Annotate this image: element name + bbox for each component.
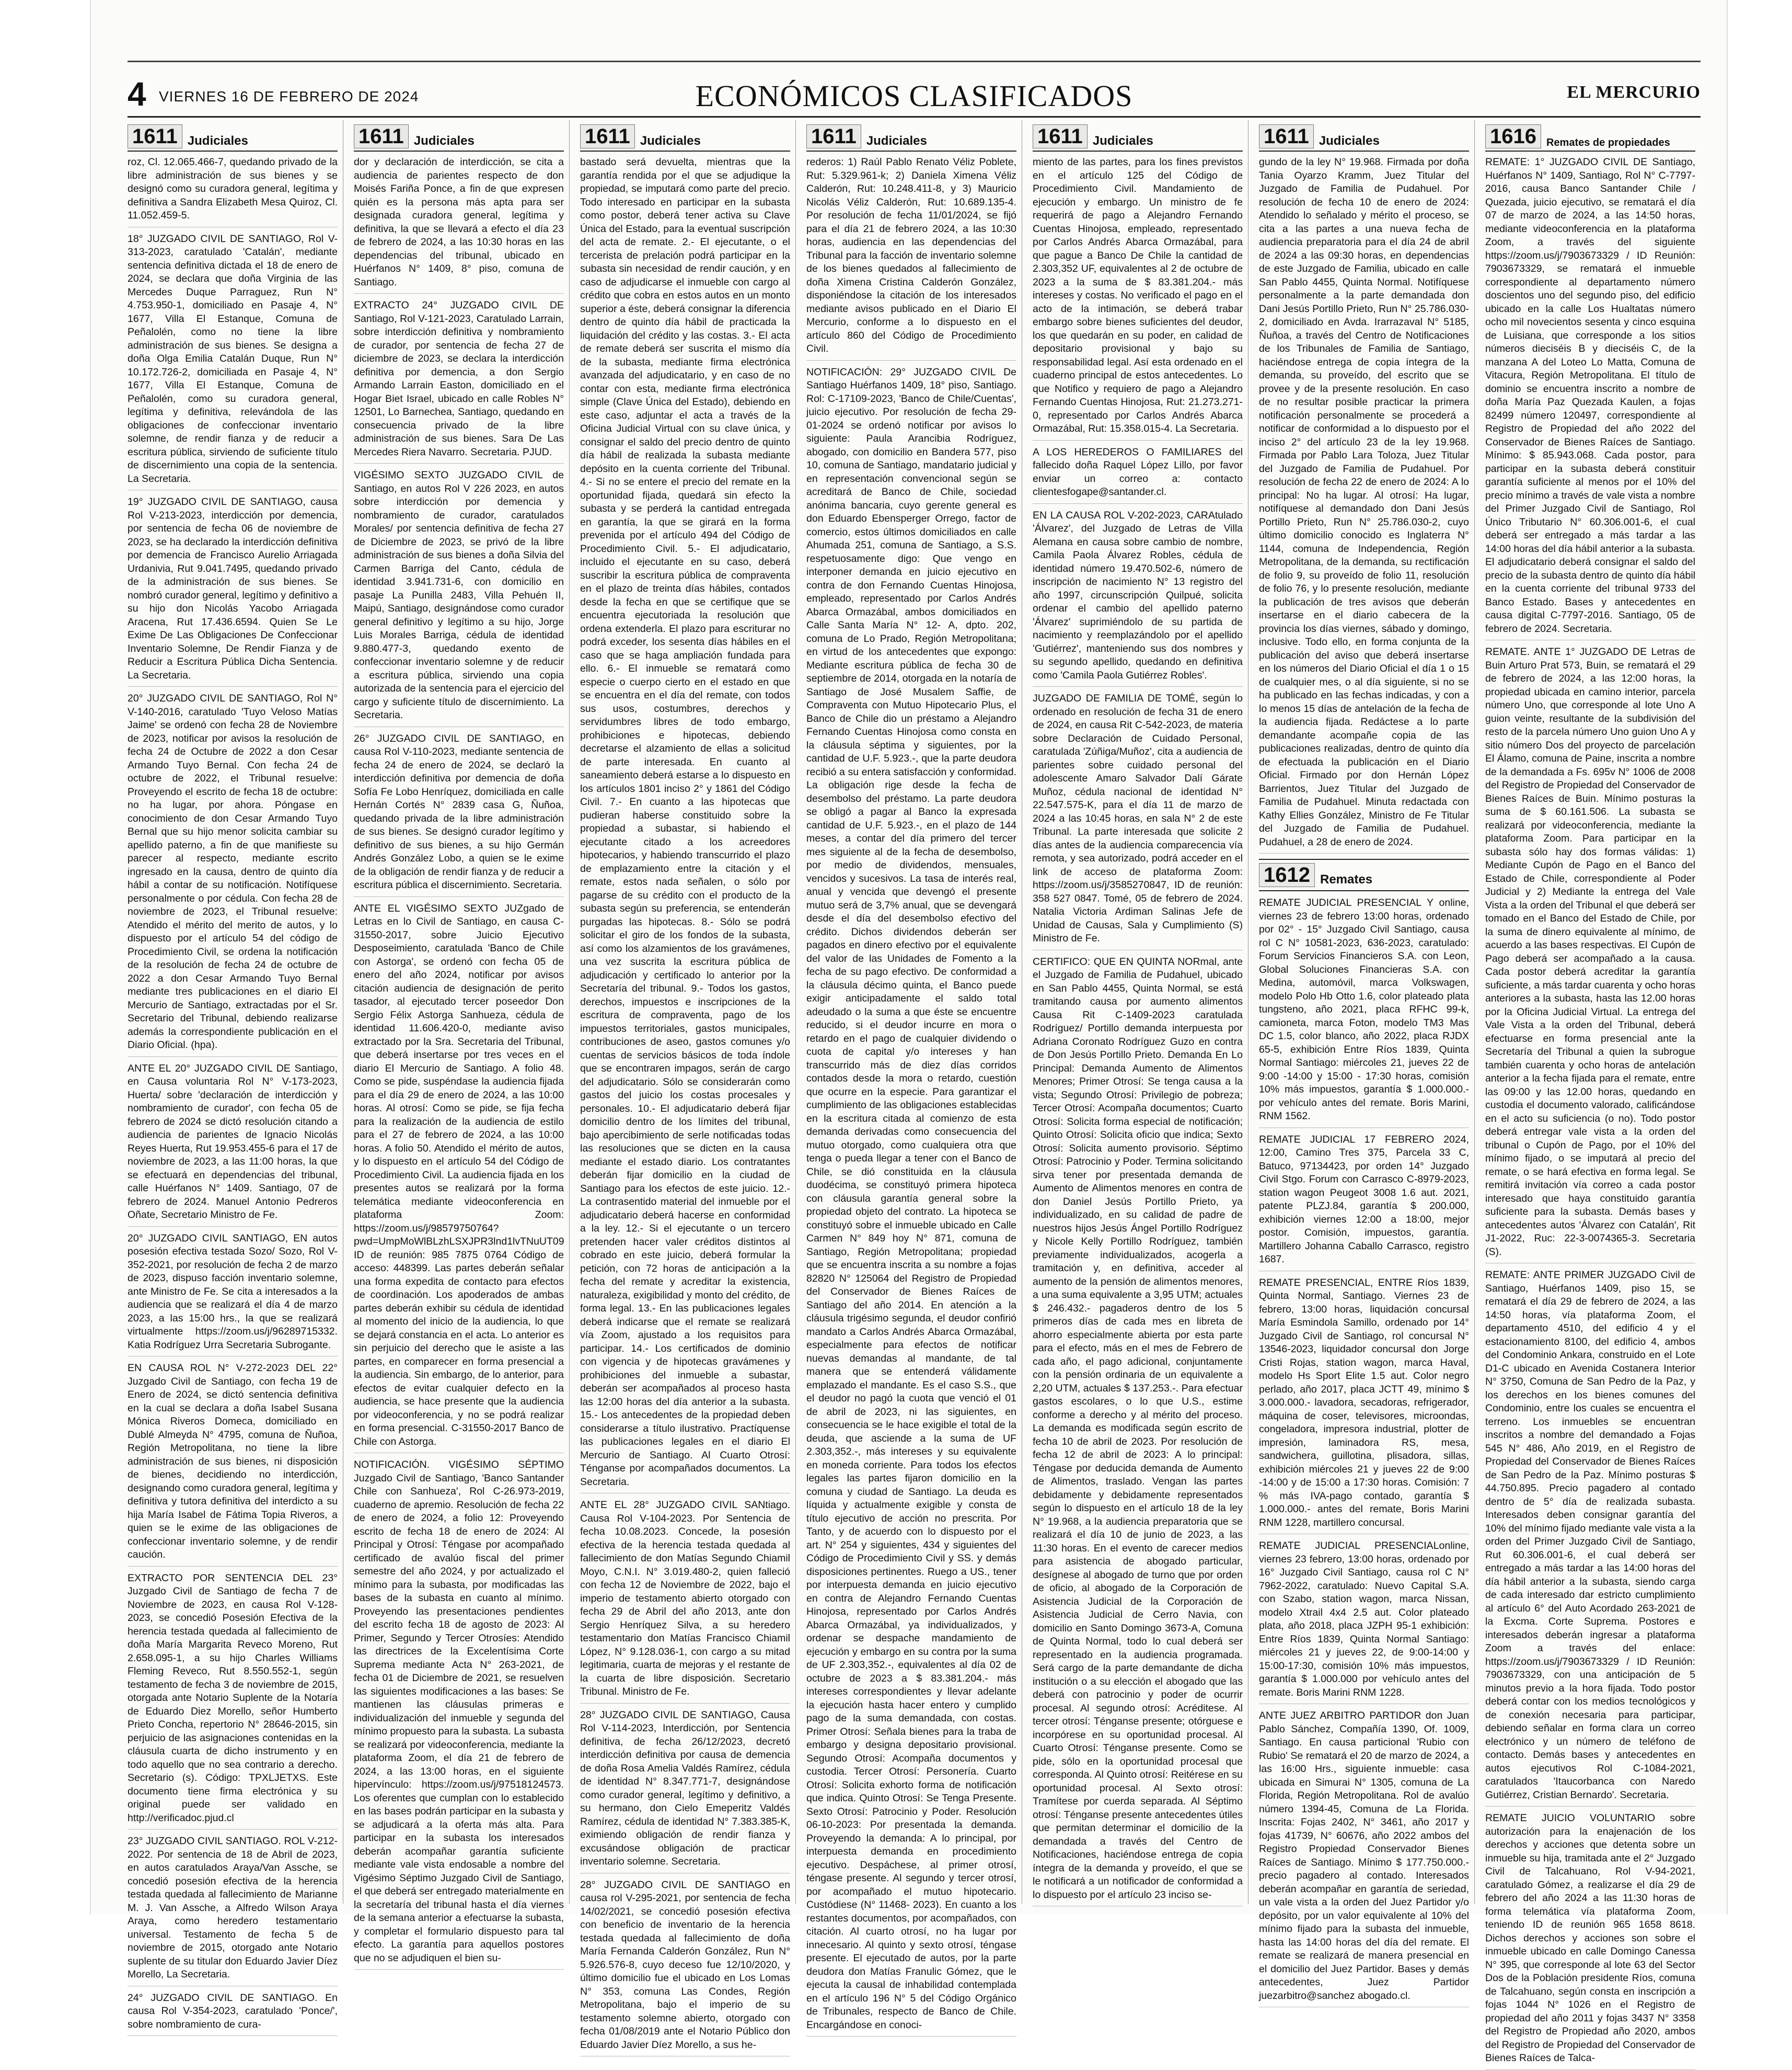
classified-notice: dor y declaración de interdicción, se cita a audiencia de parientes respecto de don Moisés Fariña Ponce, a fin de que expresen quién es la persona más apta para ser designada curadora general, legítima y definitiva, la que se llevará a efecto el día 23 de febrero de 2024, a las 10:30 horas en las dependencias del tribunal, ubicado en Huérfanos N° 1409, 8° piso, comuna de Santiago. bbox=[354, 156, 564, 294]
classified-notice: gundo de la ley N° 19.968. Firmada por doña Tania Oyarzo Kramm, Juez Titular del Juzgado de Familia de Pudahuel. Por resolución de fecha 10 de enero de 2024: Atendido lo señalado y mérito el proceso, se cita a las partes a una nueva fecha de audiencia preparatoria para el día 24 de abril de 2024 a las 09:30 horas, en dependencias de este Juzgado de Familia, ubicado en calle San Pablo 4455, Quinta Normal. Notifíquese personalmente a la parte demandada don Dani Jesús Portillo Prieto, Run N° 25.786.030-2, domiciliado en Avda. Irarrazaval N° 5185, Ñuñoa, a través del Centro de Notificaciones de los Tribunales de Familia de Santiago, haciéndose entrega de copia íntegra de la demanda, su proveído, del escrito que se provee y de la presente resolución. En caso de no resultar posible practicar la primera notificación personalmente se procederá a notificar de conformidad a lo dispuesto por el inciso 2° del artículo 23 de la ley 19.968. Firmada por Pablo Lara Toloza, Juez Titular del Juzgado de Familia de Pudahuel. Por resolución de fecha 22 de enero de 2024: A lo principal: No ha lugar. Al otrosí: Ha lugar, notifíquese al demandado don Dani Jesús Portillo Prieto, Run N° 25.786.030-2, cuyo último domicilio conocido es Inglaterra N° 1144, comuna de Independencia, Región Metropolitana, de la demanda, su rectificación de folio 9, su proveído de folio 11, resolución de folio 76, y lo presente resolución, mediante la publicación de tres avisos que deberán insertarse en el diario cabecera de la provincia los días viernes, sábado y domingo, inclusive. Todo ello, en forma conjunta de la publicación del aviso que deberá insertarse en los números del Diario Oficial el día 1 o 15 de cualquier mes, o al día siguiente, si no se ha publicado en las fechas indicadas, y con a lo menos 15 días de antelación de la fecha de la audiencia fijada. Redáctese a lo parte demandante acompañe copia de las publicaciones realizadas, dentro de quinto día de efectuada la publicación en el Diario Oficial. Firmado por don Hernán López Barrientos, Juez Titular del Juzgado de Familia de Pudahuel. Minuta redactada con Kathy Ellies González, Ministro de Fe Titular del Juzgado de Familia de Pudahuel. Pudahuel, a 28 de enero de 2024. bbox=[1259, 156, 1469, 854]
column-4 bbox=[806, 120, 1022, 2031]
column-body bbox=[354, 156, 564, 1970]
category-label: Judiciales bbox=[640, 134, 701, 148]
column-header bbox=[580, 120, 790, 152]
classified-notice: EXTRACTO 24° JUZGADO CIVIL DE Santiago, Rol V-121-2023, Caratulado Larrain, sobre interdicción definitiva y nombramiento de curador, por sentencia de fecha 27 de diciembre de 2023, se declara la interdicción definitiva por demencia, a don Sergio Armando Larrain Easton, domiciliado en el Hogar Biet Israel, ubicado en calle Robles N° 12501, Lo Barnechea, Santiago, quedando en consecuencia privado de la libre administración de sus bienes. Sara De Las Mercedes Riera Navarro. Secretaria. PJUD. bbox=[354, 299, 564, 464]
column-header bbox=[1485, 120, 1695, 152]
classified-notice: roz, Cl. 12.065.466-7, quedando privado de la libre administración de sus bienes y se designó como su curadora general, legítima y definitiva a Sandra Elizabeth Mesa Quiroz, Cl. 11.052.459-5. bbox=[128, 156, 338, 227]
category-code: 1611 bbox=[354, 124, 409, 148]
column-body bbox=[1033, 156, 1243, 1906]
classified-notice: EXTRACTO POR SENTENCIA DEL 23° Juzgado Civil de Santiago de fecha 7 de Noviembre de 2023, en causa Rol V-128-2023, se concedió Posesión Efectiva de la herencia testada quedada al fallecimiento de doña María Margarita Reveco Moreno, Rut 2.658.095-1, a su hijo Charles Williams Fleming Reveco, Rut 8.550.552-1, según testamento de fecha 3 de noviembre de 2015, otorgada ante Notario Suplente de la Notaría de Eduardo Diez Morello, señor Humberto Prieto Concha, repertorio N° 28646-2015, sin perjuicio de las asignaciones contenidas en la cláusula cuarta de dicho instrumento y en todo aquello que no sea contrario a derecho. Secretario (s). Código: TPXLJETXS. Este documento tiene firma electrónica y su original puede ser validado en http://verificadoc.pjud.cl bbox=[128, 1572, 338, 1830]
classified-notice: EN LA CAUSA ROL V-202-2023, CARAtulado 'Álvarez', del Juzgado de Letras de Villa Alemana en causa sobre cambio de nombre, Camila Paola Álvarez Robles, cédula de identidad número 19.470.502-6, número de inscripción de nacimiento N° 13 registro del año 1997, circunscripción Quilpué, solicita ordenar el cambio del apellido paterno 'Álvarez' suprimiéndolo de su partida de nacimiento y reemplazándolo por el apellido 'Gutiérrez', manteniendo sus dos nombres y su segundo apellido, quedando en definitiva como 'Camila Paola Gutiérrez Robles'. bbox=[1033, 509, 1243, 687]
category-label: Remates bbox=[1320, 872, 1373, 887]
classifieds-columns bbox=[128, 120, 1701, 2064]
column-header bbox=[128, 120, 338, 152]
classified-notice: JUZGADO DE FAMILIA DE TOMÉ, según lo ordenado en resolución de fecha 31 de enero de 2024, en causa Rit C-542-2023, de materia sobre Declaración de Cuidado Personal, caratulada 'Zúñiga/Muñoz', cita a audiencia de parientes sobre cuidado personal del adolescente Amaro Salvador Dalí Gárate Muñoz, cédula nacional de identidad N° 22.547.575-K, para el día 11 de marzo de 2024 a las 10:45 horas, en sala N° 2 de este Tribunal. La parte interesada que solicite 2 días antes de la audiencia comparecencia vía remota, y sea autorizado, podrá acceder en el link de acceso de plataforma Zoom: https://zoom.us/j/3585270847, ID de reunión: 358 527 0847. Tomé, 05 de febrero de 2024. Natalia Victoria Ardiman Salinas Jefe de Unidad de Causas, Sala y Cumplimiento (S) Ministro de Fe. bbox=[1033, 692, 1243, 950]
category-label: Judiciales bbox=[187, 134, 248, 148]
column-body bbox=[1485, 156, 1695, 2070]
classified-notice: miento de las partes, para los fines previstos en el artículo 125 del Código de Procedimiento Civil. Mandamiento de ejecución y embargo. Un ministro de fe requerirá de pago a Alejandro Fernando Cuentas Hinojosa, empleado, representado por Carlos Andrés Abarca Ormazábal, para que pague a Banco De Chile la cantidad de 2.303,352 UF, equivalentes al 2 de octubre de 2023 a la suma de $ 83.381.204.- más intereses y costas. No verificado el pago en el acto de la intimación, se deberá trabar embargo sobre bienes suficientes del deudor, los que quedarán en su poder, en calidad de depositario provisional y bajo su responsabilidad legal. Así esta ordenado en el cuaderno principal de estos antecedentes. Lo que Notifico y requiero de pago a Alejandro Fernando Cuentas Hinojosa, Rut: 21.273.271-0, representado por Carlos Andrés Abarca Ormazábal, Rut: 15.358.015-4. La Secretaria. bbox=[1033, 156, 1243, 441]
classified-notice: NOTIFICACIÓN. VIGÉSIMO SÉPTIMO Juzgado Civil de Santiago, 'Banco Santander Chile con Sanhueza', Rol C-26.973-2019, cuaderno de apremio. Resolución de fecha 22 de enero de 2024, a folio 12: Proveyendo escrito de fecha 18 de enero de 2024: Al Principal y Otrosí: Téngase por acompañado certificado de avalúo fiscal del primer semestre del año 2024, y por actualizado el mínimo para la subasta, por modificadas las bases de la subasta en cuanto al mínimo. Proveyendo las presentaciones pendientes del escrito fecha 18 de agosto de 2023: Al Primer, Segundo y Tercer Otrosíes: Atendido las directrices de la Excelentísima Corte Suprema mediante Acta N° 263-2021, de fecha 01 de Diciembre de 2021, se resuelven las siguientes modificaciones a las bases: Se mantienen las cláusulas primeras e individualización del inmueble y segunda del mínimo propuesto para la subasta. La subasta se realizará por videoconferencia, mediante la plataforma Zoom, el día 21 de febrero de 2024, a las 13:00 horas, en el siguiente hipervínculo: https://zoom.us/j/97518124573. Los oferentes que cumplan con lo establecido en las bases podrán participar en la subasta y se adjudicará a la oferta más alta. Para participar en la subasta los interesados deberán acompañar garantía suficiente mediante vale vista endosable a nombre del Vigésimo Séptimo Juzgado Civil de Santiago, el que deberá ser entregado materialmente en la secretaría del tribunal hasta el día viernes de la semana anterior a efectuarse la subasta, y completar el formulario dispuesto para tal efecto. La garantía para aquellos postores que no se adjudiquen el bien su- bbox=[354, 1458, 564, 1970]
sub-section-body bbox=[1259, 896, 1469, 2007]
column-header bbox=[1259, 120, 1469, 152]
classified-notice: 24° JUZGADO CIVIL DE SANTIAGO. En causa Rol V-354-2023, caratulado 'Ponce/', sobre nombramiento de cura- bbox=[128, 1992, 338, 2037]
category-code: 1612 bbox=[1259, 863, 1315, 887]
classified-notice: REMATE JUDICIAL PRESENCIAL Y online, viernes 23 de febrero 13:00 horas, ordenado por 02° - 15° Juzgado Civil Santiago, causa rol C N° 10581-2023, 636-2023, caratulado: Forum Servicios Financieros S.A. con Leon, Global Soluciones Financieras S.A. con Medina, automóvil, marca Volkswagen, modelo Polo Hb Otto 1.6, color plateado plata tungsteno, año 2021, placa RFHC 99-k, camioneta, marca Foton, modelo TM3 Mas DC 1.5, color blanco, año 2022, placa RJDX 65-5, exhibición Entre Ríos 1839, Quinta Normal Santiago: miércoles 21, jueves 22 de 9:00 -14:00 y 15:00 - 17:30 horas, comisión 10% más impuestos, garantía $ 1.000.000.- por vehículo antes del remate. Boris Marini, RNM 1562. bbox=[1259, 896, 1469, 1128]
category-label: Judiciales bbox=[1319, 134, 1380, 148]
classified-notice: bastado será devuelta, mientras que la garantía rendida por el que se adjudique la propiedad, se imputará como parte del precio. Todo interesado en participar en la subasta como postor, deberá tener activa su Clave Única del Estado, para la eventual suscripción del acta de remate. 2.- El ejecutante, o el tercerista de prelación podrá participar en la subasta sin necesidad de rendir caución, y en caso de adjudicarse el inmueble con cargo al crédito que cobra en estos autos en un monto superior a éste, deberá consignar la diferencia dentro de quinto día hábil de practicada la liquidación del crédito y las costas. 3.- El acta de remate deberá ser suscrita el mismo día de la subasta, mediante firma electrónica avanzada del adjudicatario, y en caso de no contar con esta, mediante firma electrónica simple (Clave Única del Estado), debiendo en este caso, adjuntar el acta a través de la Oficina Judicial Virtual con su clave única, y consignar el saldo del precio dentro de quinto día hábil de realizada la subasta mediante depósito en la cuenta corriente del Tribunal. 4.- Si no se entere el precio del remate en la oportunidad fijada, quedará sin efecto la subasta y se perderá la cantidad entregada en garantía, la que se girará en la forma prevenida por el artículo 494 del Código de Procedimiento Civil. 5.- El adjudicatario, incluido el ejecutante en su caso, deberá suscribir la escritura pública de compraventa en el plazo de treinta días hábiles, contados desde la fecha en que se certifique que se encuentra ejecutoriada la resolución que ordena extenderla. El plazo para escriturar no podrá exceder, los sesenta días hábiles en el caso que se haga ampliación fundada para ello. 6.- El inmueble se rematará como especie o cuerpo cierto en el estado en que se encuentra en el día del remate, con todos sus usos, costumbres, derechos y servidumbres libres de todo embargo, prohibiciones e hipotecas, debiendo decretarse el alzamiento de ellas a solicitud de parte interesada. En cuanto al saneamiento deberá estarse a lo dispuesto en los artículos 1801 inciso 2° y 1861 del Código Civil. 7.- En cuanto a las hipotecas que pudieran haberse constituido sobre la propiedad a subastar, si habiendo el ejecutante citado a los acreedores hipotecarios, y habiendo transcurrido el plazo de emplazamiento entre la citación y el remate, estos nada señalen, o sólo por pagarse de su crédito con el producto de la subasta según su preferencia, se entenderán purgadas las hipotecas. 8.- Sólo se podrá solicitar el giro de los fondos de la subasta, así como los alzamientos de los gravámenes, una vez suscrita la escritura pública de adjudicación y certificado lo anterior por la Secretaría del tribunal. 9.- Todos los gastos, derechos, impuestos e inscripciones de la escritura de compraventa, pago de los impuestos territoriales, gastos municipales, contribuciones de aseo, gastos comunes y/o cuentas de servicios básicos de toda índole que se encontraren impagos, serán de cargo del adjudicatario. Sólo se considerarán como gastos del juicio los costas procesales y personales. 10.- El adjudicatario deberá fijar domicilio dentro de los límites del tribunal, bajo apercibimiento de serle notificadas todas las resoluciones que se dicten en la causa mediante el estado diario. Los contratantes deberán fijar domicilio en la ciudad de Santiago para los efectos de este juicio. 12.- La contrasentido material del inmueble por el adjudicatario deberá hacerse en conformidad a la ley. 12.- Si el ejecutante o un tercero pretenden hacer valer créditos distintos al cobrado en este juicio, deberá formular la petición, con 72 horas de anticipación a la fecha del remate y acreditar la existencia, naturaleza, exigibilidad y monto del crédito, de forma legal. 13.- En las publicaciones legales deberá indicarse que el remate se realizará vía Zoom, ajustado a los requisitos para participar. 14.- Los certificados de dominio con vigencia y de hipotecas gravámenes y prohibiciones del inmueble a subastar, deberán ser acompañados al proceso hasta las 12:00 horas del día anterior a la subasta. 15.- Los antecedentes de la propiedad deben considerarse a título ilustrativo. Practíquense las publicaciones legales en el diario El Mercurio de Santiago. Al Cuarto Otrosí: Ténganse por acompañados documentos. La Secretaria. bbox=[580, 156, 790, 1493]
page-number: 4 bbox=[128, 75, 146, 113]
classified-notice: ANTE EL 28° JUZGADO CIVIL SANtiago. Causa Rol V-104-2023. Por Sentencia de fecha 10.08.2023. Concede, la posesión efectiva de la herencia testada quedada al fallecimiento de don Matías Segundo Chiamil Moyo, C.N.I. N° 3.019.480-2, quien falleció con fecha 12 de Noviembre de 2022, bajo el imperio de testamento abierto otorgado con fecha 29 de Abril del año 2013, ante don Sergio Henríquez Silva, a su heredero testamentario don Matías Francisco Chiamil López, N° 9.128.036-1, con cargo a su mitad legitimaria, cuarta de mejoras y el restante de la cuarta de libre disposición. Secretario Tribunal. Ministro de Fe. bbox=[580, 1499, 790, 1704]
classified-notice: CERTIFICO: QUE EN QUINTA NORmal, ante el Juzgado de Familia de Pudahuel, ubicado en San Pablo 4455, Quinta Normal, se está tramitando causa por aumento alimentos Causa Rit C-1409-2023 caratulada Rodríguez/ Portillo demanda interpuesta por Adriana Coronato Rodríguez Guzo en contra de Don Jesús Portillo Prieto. Demanda En Lo Principal: Demanda Aumento de Alimentos Menores; Primer Otrosí: Se tenga causa a la vista; Segundo Otrosí: Privilegio de pobreza; Tercer Otrosí: Acompaña documentos; Cuarto Otrosí: Solicita forma especial de notificación; Quinto Otrosí: Solicita oficio que indica; Sexto Otrosí: Solicita aumento provisorio. Séptimo Otrosí: Patrocinio y Poder. Termina solicitando sirva tener por presentada demanda de Aumento de Alimentos menores en contra de don Daniel Jesús Portillo Prieto, ya individualizado, en su calidad de padre de nuestros hijos Jesús Ángel Portillo Rodríguez y Nicole Kelly Portillo Rodríguez, también previamente individualizados, acogerla a tramitación y, en definitiva, acceder al aumento de la pensión de alimentos menores, a una suma equivalente a 3,95 UTM; actuales $ 246.432.- pagaderos dentro de los 5 primeros días de cada mes en libreta de ahorro especialmente abierta por esta parte para el efecto, más en el mes de Febrero de cada año, el pago adicional, conjuntamente con la pensión ordinaria de un equivalente a 2,20 UTM, actuales $ 137.253.-. Para efectuar gastos escolares, o lo que U.S., estime conforme a derecho y al mérito del proceso. La demanda es modificada según escrito de fecha 10 de abril de 2023. Por resolución de fecha 12 de abril de 2023: A lo principal: Téngase por deducida demanda de Aumento de Alimentos, traslado. Vengan las partes debidamente y debidamente representados según lo dispuesto en el artículo 18 de la ley N° 19.968, a la audiencia preparatoria que se realizará el día 10 de junio de 2023, a las 11:30 horas. En el evento de carecer medios para asistencia de abogado particular, desígnese al abogado de turno que por orden de oficio, al abogado de la Corporación de Asistencia Judicial de la Corporación de Asistencia Judicial de Cerro Navia, con domicilio en Santo Domingo 3673-A, Comuna de Quinta Normal, todo lo cual deberá ser representado en la audiencia programada. Será cargo de la parte demandante de dicha institución o a su elección el abogado que las deberá con patrocinio y poder de ocurrir procesal. Al segundo otrosí: Acréditese. Al tercer otrosí: Ténganse presente; otórguese e incorpórese en su oportunidad procesal. Al Cuarto Otrosí: Ténganse presente. Como se pide, sólo en la oportunidad procesal que corresponda. Al Quinto otrosí: Reitérese en su oportunidad procesal. Al Sexto otrosí: Tramítese por cuerda separada. Al Séptimo otrosí: Ténganse presente antecedentes útiles que permitan determinar el domicilio de la demandada a través del Centro de Notificaciones, haciéndose entrega de copia íntegra de la demanda y proveído, el que se le notificará a un notificador de conformidad a lo dispuesto por el artículo 23 inciso se- bbox=[1033, 956, 1243, 1907]
category-code: 1611 bbox=[1033, 124, 1088, 148]
category-label: Judiciales bbox=[413, 134, 475, 148]
classified-notice: REMATE. ANTE 1° JUZGADO DE Letras de Buin Arturo Prat 573, Buin, se rematará el 29 de febrero de 2024, a las 12:00 horas, la propiedad ubicada en camino interior, parcela número Uno, que corresponde al lote Uno A guion veinte, resultante de la subdivisión del resto de la parcela número Uno guion Uno A y sitio número Dos del proyecto de parcelación El Álamo, comuna de Paine, inscrita a nombre de la demandada a Fs. 695v N° 1006 de 2008 del Registro de Propiedad del Conservador de Bienes Raíces de Buin. Mínimo posturas la suma de $ 60.161.506. La subasta se realizará por videoconferencia, mediante la plataforma Zoom. Para participar en la subasta sólo hay dos formas válidas: 1) Mediante Cupón de Pago en el Banco del Estado de Chile, correspondiente al Poder Judicial y 2) Mediante la entrega del Vale Vista a la orden del Tribunal el que deberá ser tomado en el Banco del Estado de Chile, por la suma de dinero equivalente al mínimo, de acuerdo a las bases respectivas. El Cupón de Pago deberá ser acompañado a la causa. Cada postor deberá acreditar la garantía suficiente, a más tardar cuarenta y ocho horas anteriores a la subasta, hasta las 12.00 horas por la Oficina Judicial Virtual. La entrega del Vale Vista a la orden del Tribunal, deberá efectuarse en forma presencial ante la Secretaría del Tribunal a quien la subrogue también cuarenta y ocho horas de antelación anterior a la fecha fijada para el remate, entre las 09:00 y las 12.00 horas, quedando en custodia el documento valorado, calificándose en el acto su suficiencia (o no). Todo postor deberá entregar vale vista a la orden del tribunal o Cupón de Pago, por el 10% del mínimo fijado, o se imputará al precio del remate, o se hará efectiva en forma legal. Se remitirá invitación vía correo a cada postor interesado que haya constituido garantía suficiente para la subasta. Demás bases y antecedentes autos 'Álvarez con Catalán', Rit J1-2022, Ruc: 22-3-0074365-3. Secretaria (S). bbox=[1485, 646, 1695, 1263]
classified-notice: REMATE: ANTE PRIMER JUZGADO Civil de Santiago, Huérfanos 1409, piso 15, se rematará el día 29 de febrero de 2024, a las 14:50 horas, vía plataforma Zoom, el departamento 4510, del edificio 4 y el estacionamiento 8100, del edificio 4, ambos del Condominio Ankara, construido en el Lote D1-C ubicado en Avenida Costanera Interior N° 3750, Comuna de San Pedro de la Paz, y los derechos en los bienes comunes del Condominio, entre los cuales se encuentra el terreno. Los inmuebles se encuentran inscritos a nombre del demandado a Fojas 545 N° 486, Año 2019, en el Registro de Propiedad del Conservador de Bienes Raíces de San Pedro de la Paz. Mínimo posturas $ 44.750.895. Precio pagadero al contado dentro de 5° día de realizada subasta. Interesados deben consignar garantía del 10% del mínimo fijado mediante vale vista a la orden del Primer Juzgado Civil de Santiago, Rut 60.306.001-6, el cual deberá ser entregado a más tardar a las 14:00 horas del día hábil anterior a la subasta, siendo carga de cada interesado dar estricto cumplimiento al artículo 6° del Auto Acordado 263-2021 de la Excma. Corte Suprema. Postores e interesados deberán ingresar a plataforma Zoom a través del enlace: https://zoom.us/j/7903673329 / ID Reunión: 7903673329, con una anticipación de 5 minutos previo a la hora fijada. Todo postor deberá contar con los medios tecnológicos y de conexión necesaria para participar, debiendo señalar en forma clara un correo electrónico y un número de teléfono de contacto. Demás bases y antecedentes en autos ejecutivos Rol C-1084-2021, caratulados 'Itaucorbanca con Naredo Gutiérrez, Cristian Bernardo'. Secretaria. bbox=[1485, 1269, 1695, 1807]
category-label: Judiciales bbox=[866, 134, 927, 148]
newspaper-page bbox=[90, 0, 1728, 2064]
column-header bbox=[806, 120, 1016, 152]
column-3 bbox=[580, 120, 796, 2051]
classified-notice: REMATE JUICIO VOLUNTARIO sobre autorización para la enajenación de los derechos y acciones que detenta sobre un inmueble su hija, tramitada ante el 2° Juzgado Civil de Talcahuano, Rol V-94-2021, caratulado Gómez, a realizarse el día 29 de febrero del año 2024 a las 11:30 horas de forma telemática vía plataforma Zoom, teniendo ID de reunión 965 1658 8618. Dichos derechos y acciones son sobre el inmueble ubicado en calle Domingo Canessa N° 395, que corresponde al lote 63 del Sector Dos de la Población presidente Ríos, comuna de Talcahuano, según consta en inscripción a fojas 1044 N° 1026 en el Registro de propiedad del año 2011 y fojas 3437 N° 3358 del Registro de Propiedad año 2020, ambos del Registro de Propiedad del Conservador de Bienes Raíces de Talca- bbox=[1485, 1812, 1695, 2070]
classified-notice: REMATE JUDICIAL PRESENCIALonline, viernes 23 febrero, 13:00 horas, ordenado por 16° Juzgado Civil Santiago, causa rol C N° 7962-2022, caratulado: Nuevo Capital S.A. con Szabo, station wagon, marca Nissan, modelo Xtrail 4x4 2.5 aut. Color plateado plata, año 2018, placa JZPH 95-1 exhibición: Entre Ríos 1839, Quinta Normal Santiago: miércoles 21 y jueves 22, de 9:00-14:00 y 15:00-17:30, comisión 10% más impuestos, garantía $ 1.000.000 por vehículo antes del remate. Boris Marini RNM 1228. bbox=[1259, 1539, 1469, 1704]
classified-notice: 28° JUZGADO CIVIL DE SANTIAGO en causa rol V-295-2021, por sentencia de fecha 14/02/2021, se concedió posesión efectiva con beneficio de inventario de la herencia testada quedada al fallecimiento de doña María Fernanda Calderón González, Run N° 5.926.576-8, cuyo deceso fue 12/10/2020, y último domicilio fue el ubicado en Los Lomas N° 353, comuna Las Condes, Región Metropolitana, bajo el imperio de su testamento solemne abierto, otorgado con fecha 01/08/2019 ante el Notario Público don Eduardo Javier Díez Morello, a sus he- bbox=[580, 1879, 790, 2057]
classified-notice: ANTE JUEZ ARBITRO PARTIDOR don Juan Pablo Sánchez, Compañía 1390, Of. 1009, Santiago. En causa particional 'Rubio con Rubio' Se rematará el 20 de marzo de 2024, a las 16:00 Hrs., siguiente inmueble: casa ubicada en Simurai N° 1305, comuna de La Florida, Región Metropolitana. Rol de avalúo número 1394-45, Comuna de La Florida. Inscrita: Fojas 2402, N° 3461, año 2017 y fojas 41739, N° 60676, año 2022 ambos del Registro Propiedad Conservador Bienes Raíces de Santiago. Mínimo $ 177.750.000.- precio pagadero al contado. Interesados deberán acompañar en garantía de seriedad, un vale vista a la orden del Juez Partidor y/o depósito, por un valor equivalente al 10% del mínimo fijado para la subasta del inmueble, hasta las 14:00 horas del día del remate. El remate se realizará de manera presencial en el domicilio del Juez Partidor. Bases y demás antecedentes, Juez Partidor juezarbitro@sanchez abogado.cl. bbox=[1259, 1709, 1469, 2007]
category-label: Judiciales bbox=[1092, 134, 1153, 148]
classified-notice: A LOS HEREDEROS O FAMILIARES del fallecido doña Raquel López Lillo, por favor enviar un correo a: contacto clientesfogape@santander.cl. bbox=[1033, 446, 1243, 504]
classified-notice: 28° JUZGADO CIVIL DE SANTIAGO, Causa Rol V-114-2023, Interdicción, por Sentencia definitiva, de fecha 26/12/2023, decretó interdicción definitiva por causa de demencia de doña Rosa Amelia Valdés Ramírez, cédula de identidad N° 8.347.771-7, designándose como curador general, legítimo y definitivo, a su hermano, don Cielo Emeperitz Valdés Ramírez, cédula de identidad N° 7.383.385-K, eximiendo obligación de rendir fianza y excusándose obligación de practicar inventario solemne. Secretaria. bbox=[580, 1709, 790, 1873]
classified-notice: EN CAUSA ROL N° V-272-2023 DEL 22° Juzgado Civil de Santiago, con fecha 19 de Enero de 2024, se dictó sentencia definitiva en la cual se declara a doña Isabel Susana Mónica Riveros Domeca, domiciliado en Dublé Almeyda N° 4795, comuna de Ñuñoa, Región Metropolitana, no tiene la libre administración de sus bienes, ni disposición de bienes, decidiendo no interdicción, designando como curadora general, legítima y definitiva y tutora definitiva del interdicto a su hija María Isabel de Fátima Topia Riveros, a quien se le exime de las obligaciones de confeccionar inventario solemne, y de rendir caución. bbox=[128, 1362, 338, 1567]
column-body bbox=[128, 156, 338, 2036]
sub-section-header bbox=[1259, 859, 1469, 891]
column-body bbox=[1259, 156, 1469, 854]
top-rule bbox=[128, 61, 1701, 62]
classified-notice: rederos: 1) Raúl Pablo Renato Véliz Poblete, Rut: 5.329.961-k; 2) Daniela Ximena Véliz Calderón, Rut: 10.248.411-8, y 3) Mauricio Nicolás Véliz Calderón, Rut: 10.689.135-4. Por resolución de fecha 11/01/2024, se fijó para el día 21 de febrero 2024, a las 10:30 horas, audiencia en las dependencias del Tribunal para la facción de inventario solemne de los bienes quedados al fallecimiento de doña Ximena Cristina Calderón González, disponiéndose la citación de los interesados mediante avisos publicado en el Diario El Mercurio, conforme a lo dispuesto en el artículo 860 del Código de Procedimiento Civil. bbox=[806, 156, 1016, 361]
classified-notice: ANTE EL VIGÉSIMO SEXTO JUZgado de Letras en lo Civil de Santiago, en causa C-31550-2017, sobre Juicio Ejecutivo Desposeimiento, caratulada 'Banco de Chile con Astorga', se ordenó con fecha 05 de enero del año 2024, notificar por avisos citación audiencia de designación de perito tasador, al ejecutado tercer poseedor Don Sergio Félix Astorga Sanhueza, cédula de identidad 11.606.420-0, mediante aviso extractado por la Sra. Secretaria del Tribunal, que deberá insertarse por tres veces en el diario El Mercurio de Santiago. A folio 48. Como se pide, suspéndase la audiencia fijada para el día 29 de enero de 2024, a las 10:00 horas. Al otrosí: Como se pide, se fija fecha para la realización de la audiencia de estilo para el 27 de febrero de 2024, a las 10:00 horas. A folio 50. Atendido el mérito de autos, y lo dispuesto en el artículo 54 del Código de Procedimiento Civil. La audiencia fijada en los presentes autos se realizará por la forma telemática mediante videoconferencia en plataforma Zoom: https://zoom.us/j/98579750764?pwd=UmpMoWlBLzhLSXJPR3lnd1lvTNuUT09 ID de reunión: 985 7875 0764 Código de acceso: 448399. Las partes deberán señalar una forma expedita de contacto para efectos de coordinación. Los apoderados de ambas partes deberán exhibir su cédula de identidad al momento del inicio de la audiencia, lo que se dejará constancia en el acta. Lo anterior es sin perjuicio del derecho que le asiste a las partes, en comparecer en forma presencial a la audiencia. Sin embargo, de lo anterior, para efectos de evitar cualquier defecto en la audiencia, se hace presente que la audiencia por videoconferencia, y no se podrá realizar en forma presencial. C-31550-2017 Banco de Chile con Astorga. bbox=[354, 902, 564, 1454]
classified-notice: REMATE PRESENCIAL, ENTRE Ríos 1839, Quinta Normal, Santiago. Viernes 23 de febrero, 13:00 horas, liquidación concursal María Esmindola Samillo, ordenado por 14° Juzgado Civil de Santiago, rol concursal N° 13546-2023, liquidador concursal don Jorge Cristi Rojas, station wagon, marca Haval, modelo Hs Sport Elite 1.5 aut. Color negro perlado, año 2017, placa JCTT 49, mínimo $ 3.000.000.- lavadora, secadoras, refrigerador, máquina de coser, televisores, microondas, congeladora, impresora industrial, plotter de impresión, laminadora RS, mesa, sandwichera, guillotina, plisadora, sillas, exhibición miércoles 21 y jueves 22 de 9:00 -14:00 y de 15:00 a 17:30 horas. Comisión: 7 % más IVA-pago contado, garantía $ 1.000.000.- antes del remate, Boris Marini RNM 1228, martillero concursal. bbox=[1259, 1276, 1469, 1535]
column-header bbox=[1033, 120, 1243, 152]
classified-notice: NOTIFICACIÓN: 29° JUZGADO CIVIL De Santiago Huérfanos 1409, 18° piso, Santiago. Rol: C-17109-2023, 'Banco de Chile/Cuentas', juicio ejecutivo. Por resolución de fecha 29-01-2024 se ordenó notificar por avisos lo siguiente: Paula Arancibia Rodríguez, abogado, con domicilio en Bandera 577, piso 10, comuna de Santiago, mandatario judicial y en representación convencional según se acreditará de Banco de Chile, sociedad anónima bancaria, cuyo gerente general es don Eduardo Ebensperger Orrego, factor de comercio, estos últimos domiciliados en calle Ahumada 251, comuna de Santiago, a S.S. respetuosamente digo: Que vengo en interponer demanda en juicio ejecutivo en contra de don Fernando Cuentas Hinojosa, empleado, representado por Carlos Andrés Abarca Ormazábal, ambos domiciliados en Calle Santa María N° 12- A, dpto. 202, comuna de Lo Prado, Región Metropolitana; en virtud de los antecedentes que expongo: Mediante escritura pública de fecha 30 de septiembre de 2014, otorgada en la notaría de Santiago de José Musalem Saffie, de Compraventa con Mutuo Hipotecario Plus, el Banco de Chile dio un préstamo a Alejandro Fernando Cuentas Hinojosa como consta en la cláusula séptima y siguientes, por la cantidad de U.F. 5.923.-, que la parte deudora recibió a su entera satisfacción y conformidad. La obligación rige desde la fecha de desembolso del préstamo. La parte deudora se obligó a pagar al Banco la expresada cantidad de U.F. 5.923.-, en el plazo de 144 meses, a contar del día primero del tercer mes siguiente al de la fecha de desembolso, por medio de dividendos, mensuales, vencidos y sucesivos. La tasa de interés real, anual y vencida que devengó el presente mutuo será de 3,7% anual, que se devengará desde el día del desembolso efectivo del crédito. Dichos dividendos deberán ser pagados en dinero efectivo por el equivalente del valor de las Unidades de Fomento a la fecha de su pago efectivo. De conformidad a la cláusula décimo quinta, el Banco puede exigir anticipadamente el saldo total adeudado o la suma a que éste se encuentre reducido, si el deudor incurre en mora o retardo en el pago de cualquier dividendo o cuota de capital y/o intereses y han transcurrido más de diez días corridos contados desde la mora o retardo, cuestión que ocurre en la especie. Para garantizar el cumplimiento de las obligaciones establecidas en la escritura citada al comienzo de esta demanda derivadas como consecuencia del mutuo otorgado, como cualquiera otra que tenga o pueda llegar a tener con el Banco de Chile, se dió constituida en la cláusula duodécima, se constituyó primera hipoteca con cláusula garantía general sobre la propiedad objeto del contrato. La hipoteca se constituyó sobre el inmueble ubicado en Calle Carmen N° 849 hoy N° 871, comuna de Santiago, Región Metropolitana; propiedad que se encuentra inscrita a su nombre a fojas 82820 N° 125064 del Registro de Propiedad del Conservador de Bienes Raíces de Santiago del año 2014. En atención a la cláusula trigésimo segunda, el deudor confirió mandato a Carlos Andrés Abarca Ormazábal, especialmente para efectos de notificar nuevas demandas al mandante, de tal manera que se entenderá válidamente emplazado el mandante. Es el caso S.S., que el deudor no pagó la cuota que venció el 01 de abril de 2023, ni las siguientes, en consecuencia se le hace exigible el total de la deuda, que asciende a la suma de UF 2.303,352.-, más intereses y su equivalente en moneda corriente. Para todos los efectos legales las partes fijaron domicilio en la comuna y ciudad de Santiago. La deuda es líquida y actualmente exigible y consta de título ejecutivo de acción no prescrita. Por Tanto, y de acuerdo con lo dispuesto por el art. N° 254 y siguientes, 434 y siguientes del Código de Procedimiento Civil y SS. y demás disposiciones pertinentes. Ruego a US., tener por interpuesta demanda en juicio ejecutivo en contra de Alejandro Fernando Cuentas Hinojosa, representado por Carlos Andrés Abarca Ormazábal, ya individualizados, y ordenar se despache mandamiento de ejecución y embargo en su contra por la suma de UF 2.303,352.-, equivalentes al día 02 de octubre de 2023 a $ 83.381.204.- más intereses correspondientes y llevar adelante la ejecución hasta hacer entero y cumplido pago de la suma demandada, con costas. Primer Otrosí: Señala bienes para la traba de embargo y designa depositario provisional. Segundo Otrosí: Acompaña documentos y custodia. Tercer Otrosí: Personería. Cuarto Otrosí: Solicita exhorto forma de notificación que indica. Quinto Otrosí: Se Tenga Presente. Sexto Otrosí: Patrocinio y Poder. Resolución 06-10-2023: Por presentada la demanda. Proveyendo la demanda: A lo principal, por interpuesta demanda en procedimiento ejecutivo. Despáchese, al primer otrosí, téngase presente. Al segundo y tercer otrosí, por acompañado el mutuo hipotecario. Custódiese (N° 11468- 2023). En cuanto a los restantes documentos, por acompañados, con citación. Al cuarto otrosí, no ha lugar por innecesario. Al quinto y sexto otrosí, téngase presente. El ejecutado de autos, por la parte deudora don Matías Franulic Gómez, que le ejecuta la causal de inhabilidad contemplada en el artículo 196 N° 5 del Código Orgánico de Tribunales, respecto de Banco de Chile. Encargándose en conoci- bbox=[806, 366, 1016, 2037]
classified-notice: ANTE EL 20° JUZGADO CIVIL DE Santiago, en Causa voluntaria Rol N° V-173-2023, Huerta/ sobre 'declaración de interdicción y nombramiento de curador', con fecha 05 de febrero de 2024 se dictó resolución citando a audiencia de parientes de Ignacio Nicolás Reyes Huerta, Rut 19.953.455-6 para el 17 de noviembre de 2023, a las 11:00 horas, la que se efectuará en dependencias del tribunal, calle Huérfanos N° 1409. Santiago, 07 de febrero de 2024. Manuel Antonio Pedreros Oñate, Secretario Ministro de Fe. bbox=[128, 1062, 338, 1227]
column-2 bbox=[354, 120, 570, 1964]
column-header bbox=[354, 120, 564, 152]
column-body bbox=[580, 156, 790, 2056]
header-rule bbox=[128, 116, 1701, 118]
section-title: ECONÓMICOS CLASIFICADOS bbox=[695, 79, 1133, 113]
column-7 bbox=[1485, 120, 1701, 2064]
category-code: 1611 bbox=[1259, 124, 1314, 148]
classified-notice: 23° JUZGADO CIVIL SANTIAGO. ROL V-212-2022. Por sentencia de 18 de Abril de 2023, en autos caratulados Araya/Van Assche, se concedió posesión efectiva de la herencia testada quedada al fallecimiento de Marianne M. J. Van Assche, a Alfredo Wilson Araya Araya, como heredero testamentario universal. Testamento de fecha 5 de noviembre de 2015, otorgado ante Notario suplente de su titular don Eduardo Javier Díez Morello, La Secretaria. bbox=[128, 1835, 338, 1986]
category-code: 1611 bbox=[128, 124, 182, 148]
column-6 bbox=[1259, 120, 1475, 2002]
classified-notice: 20° JUZGADO CIVIL DE SANTIAGO, Rol N° V-140-2016, caratulado 'Tuyo Veloso Matías Jaime' se ordenó con fecha 28 de Noviembre de 2023, notificar por avisos la resolución de fecha 24 de Octubre de 2022 a don Cesar Armando Tuyo Bernal. Con fecha 24 de octubre de 2022, el Tribunal resuelve: Proveyendo el escrito de fecha 18 de octubre: no ha lugar, por ahora. Póngase en conocimiento de don Cesar Armando Tuyo Bernal que su hijo menor solicita cambiar su apellido paterno, a fin de que manifieste su parecer al respecto, mediante escrito ingresado en la causa, dentro de quinto día hábil a contar de su notificación. Notifíquese personalmente o por cédula. Con fecha 28 de noviembre de 2023, el Tribunal resuelve: Atendido el mérito del merito de autos, y lo dispuesto por el artículo 54 del código de Procedimiento Civil, se ordena la notificación de la resolución de fecha 24 de octubre de 2022 a don Cesar Armando Tuyo Bernal mediante tres publicaciones en el diario El Mercurio de Santiago, extractadas por el Sr. Secretario del Tribunal, debiendo realizarse además la correspondiente publicación en el Diario Oficial. (hpa). bbox=[128, 692, 338, 1057]
newspaper-brand: EL MERCURIO bbox=[1567, 83, 1701, 102]
page-date: VIERNES 16 DE FEBRERO DE 2024 bbox=[159, 88, 419, 105]
column-5 bbox=[1033, 120, 1248, 1904]
page-header bbox=[128, 73, 1701, 120]
classified-notice: 20° JUZGADO CIVIL SANTIAGO, EN autos posesión efectiva testada Sozo/ Sozo, Rol V-352-2021, por resolución de fecha 2 de marzo de 2023, dispuso facción inventario solemne, ante Ministro de Fe. Se cita a interesados a la audiencia que se realizará el día 4 de marzo 2023, a las 15:00 hrs., la que se realizará virtualmente https://zoom.us/j/96289715332. Katia Rodríguez Urra Secretaria Subrogante. bbox=[128, 1232, 338, 1357]
category-code: 1616 bbox=[1485, 124, 1541, 148]
classified-notice: 18° JUZGADO CIVIL DE SANTIAGO, Rol V-313-2023, caratulado 'Catalán', mediante sentencia definitiva dictada el 18 de enero de 2024, se declara que doña Virginia de las Mercedes Duque Parraguez, Run N° 4.753.950-1, domiciliado en Pasaje 4, N° 1677, Villa El Estanque, Comuna de Peñalolén, como no tiene la libre administración de sus bienes. Se designa a doña Olga Emilia Catalán Duque, Run N° 10.172.726-2, domiciliada en Pasaje 4, N° 1677, Villa El Estanque, Comuna de Peñalolén, como su curadora general, legítima y definitiva, relevándola de las obligaciones de confeccionar inventario solemne, de rendir fianza y de reducir a escritura pública, sirviendo de suficiente título de discernimiento una copia de la sentencia. La Secretaria. bbox=[128, 233, 338, 491]
classified-notice: REMATE JUDICIAL 17 FEBRERO 2024, 12:00, Camino Tres 375, Parcela 33 C, Batuco, 97134423, por orden 14° Juzgado Civil Stgo. Forum con Carrasco C-8979-2023, station wagon Peugeot 3008 1.6 aut. 2021, patente PLZJ.84, garantía $ 200.000, exhibición viernes 12:00 a 18:00, mejor postor. Comisión, impuestos, garantía. Martillero Johanna Caballo Carrasco, registro 1687. bbox=[1259, 1133, 1469, 1271]
category-code: 1611 bbox=[806, 124, 861, 148]
column-body bbox=[806, 156, 1016, 2037]
column-1 bbox=[128, 120, 343, 2030]
category-label: Remates de propiedades bbox=[1546, 137, 1670, 148]
classified-notice: 19° JUZGADO CIVIL DE SANTIAGO, causa Rol V-213-2023, interdicción por demencia, por sentencia de fecha 06 de noviembre de 2023, se ha declarado la interdicción definitiva por demencia de Francisco Aurelio Arriagada Urdanivia, Rut 9.041.7495, quedando privado de la administración de sus bienes. Se nombró curador general, legítimo y definitivo a su hijo don Nicolás Yacobo Arriagada Aracena, Rut 17.436.6594. Quien Se Le Exime De Las Obligaciones De Confeccionar Inventario Solemne, De Rendir Fianza y de Reducir a Escritura Pública Dicha Sentencia. La Secretaria. bbox=[128, 496, 338, 687]
classified-notice: VIGÉSIMO SEXTO JUZGADO CIVIL de Santiago, en autos Rol V 226 2023, en autos sobre interdicción por demencia y nombramiento de curador, caratulados Morales/ por sentencia definitiva de fecha 27 de Diciembre de 2023, se privó de la libre administración de sus bienes a doña Silvia del Carmen Barriga del Canto, cédula de identidad 3.941.731-6, con domicilio en pasaje La Punilla 2483, Villa Pehuén II, Maipú, Santiago, designándose como curador general definitivo y legítimo a su hijo, Jorge Luis Morales Barriga, cédula de identidad 9.880.477-3, quedando exento de confeccionar inventario solemne y de reducir a escritura pública, sirviendo una copia autorizada de la sentencia para el ejercicio del cargo y suficiente título de discernimiento. La Secretaria. bbox=[354, 469, 564, 727]
category-code: 1611 bbox=[580, 124, 635, 148]
classified-notice: REMATE: 1° JUZGADO CIVIL DE Santiago, Huérfanos N° 1409, Santiago, Rol N° C-7797-2016, causa Banco Santander Chile / Quezada, juicio ejecutivo, se rematará el día 07 de marzo de 2024, a las 14:50 horas, mediante videoconferencia en la plataforma Zoom, a través del siguiente https://zoom.us/j/7903673329 / ID Reunión: 7903673329, se rematará el inmueble correspondiente al departamento número doscientos uno del segundo piso, del edificio ubicado en la calle Los Hualtatas número ocho mil novecientos sesenta y cinco esquina de Luisiana, que corresponde a los sitios números dieciséis B y dieciséis C, de la manzana A del Loteo Lo Matta, Comuna de Vitacura, Región Metropolitana. El título de dominio se encuentra inscrito a nombre de doña María Paz Quezada Kaulen, a fojas 82499 número 120497, correspondiente al Registro de Propiedad del año 2022 del Conservador de Bienes Raíces de Santiago. Mínimo: $ 85.943.068. Cada postor, para participar en la subasta deberá constituir garantía suficiente al menos por el 10% del precio mínimo a través de vale vista a nombre del Primer Juzgado Civil de Santiago, Rol Único Tributario N° 60.306.001-6, el cual deberá ser entregado a más tardar a las 14:00 horas del día hábil anterior a la subasta. El adjudicatario deberá consignar el saldo del precio de la subasta dentro de quinto día hábil en la cuenta corriente del tribunal 9733 del Banco Estado. Bases y antecedentes en causa digital C-7797-2016. Santiago, 05 de febrero de 2024. Secretaria. bbox=[1485, 156, 1695, 640]
classified-notice: 26° JUZGADO CIVIL DE SANTIAGO, en causa Rol V-110-2023, mediante sentencia de fecha 24 de enero de 2024, se declaró la interdicción definitiva por demencia de doña Sofía Fe Lobo Henríquez, domiciliada en calle Hernán Cortés N° 2839 casa G, Ñuñoa, quedando privada de la libre administración de sus bienes. Se designó curador legítimo y definitivo de sus bienes, a su hijo Germán Andrés González Lobo, a quien se le exime de la obligación de rendir fianza y de reducir a escritura pública el discernimiento. Secretaria. bbox=[354, 732, 564, 897]
